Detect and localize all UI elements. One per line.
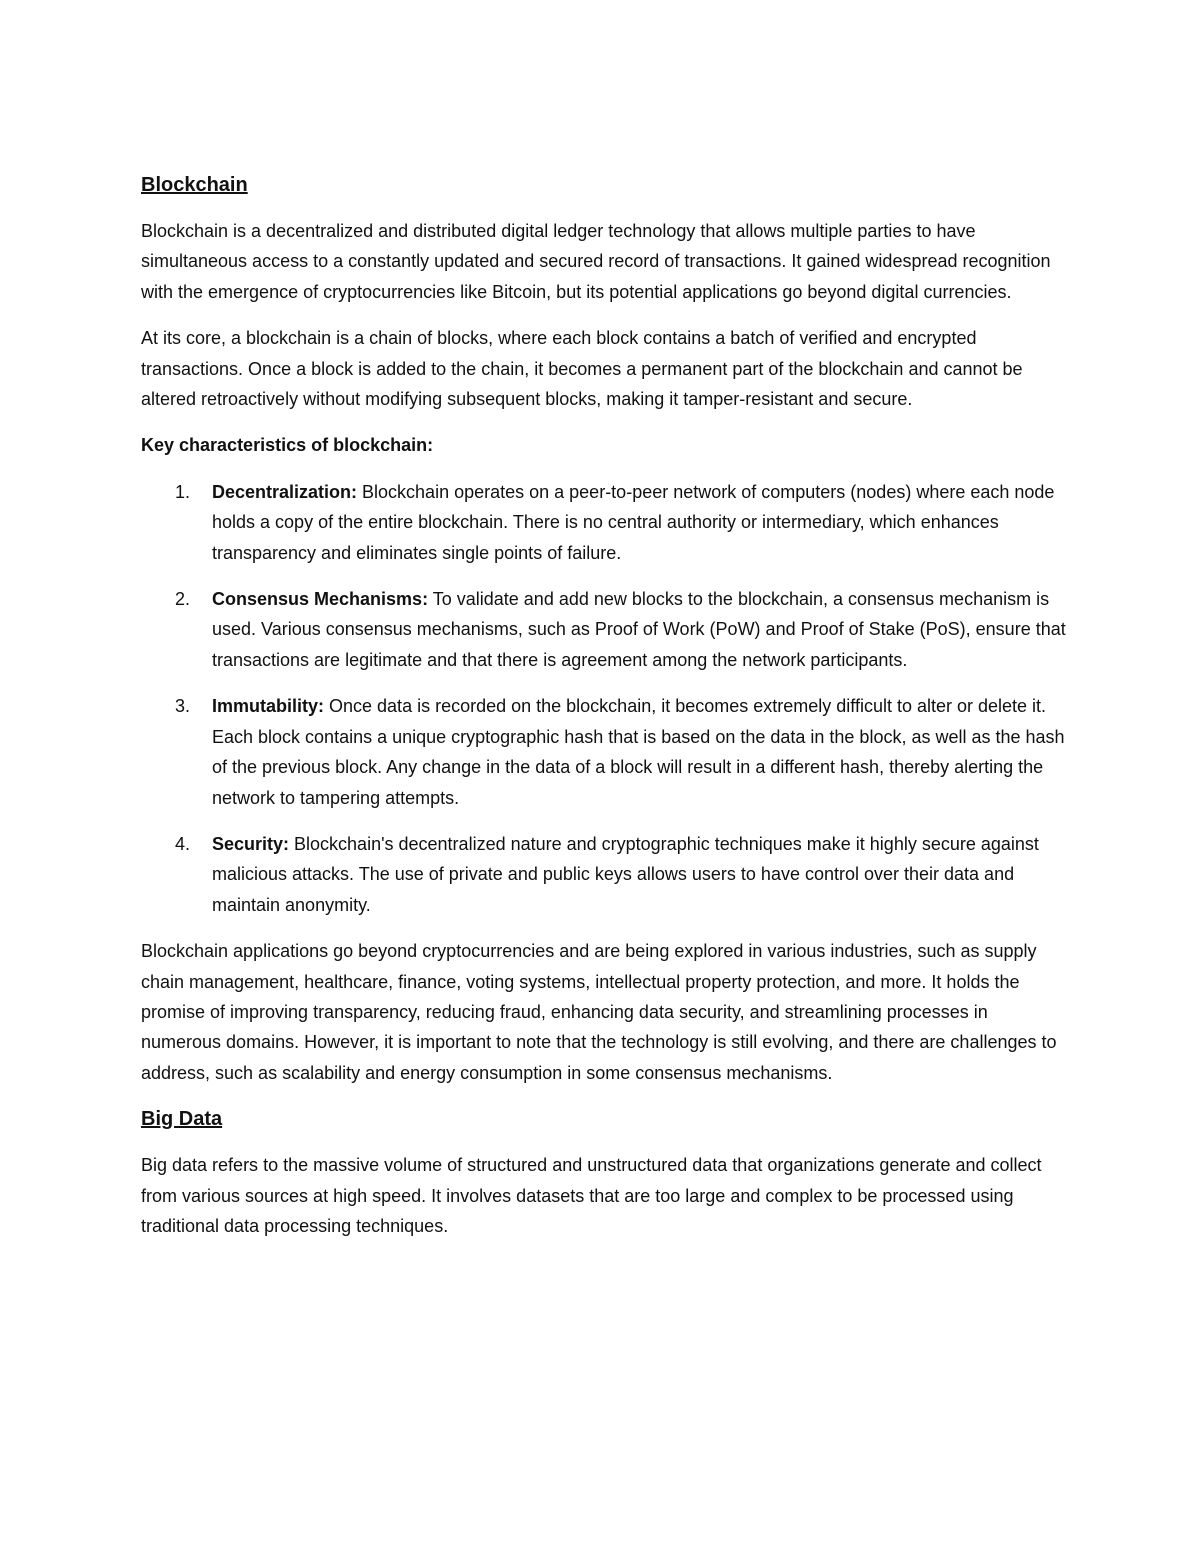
paragraph-blockchain-core: At its core, a blockchain is a chain of blocks, where each block contains a batch of verified and encrypted transactions. Once a block is added to the chain, it becomes a permanent part of the blockchain and cannot be altered retroactively without modifying subsequent blocks, making it tamper-resistant and secure. [141,328,1023,410]
paragraph-blockchain-intro: Blockchain is a decentralized and distributed digital ledger technology that allows multiple parties to have simultaneous access to a constantly updated and secured record of transactions. It gained widespread recognition with the emergence of cryptocurrencies like Bitcoin, but its potential applications go beyond digital currencies. [141,221,1051,302]
list-item-number: 4. [175,833,191,854]
paragraph-blockchain-applications: Blockchain applications go beyond cryptocurrencies and are being explored in various industries, such as supply chain management, healthcare, finance, voting systems, intellectual property protection, and more. It holds the promise of improving transparency, reducing fraud, enhancing data security, and streamlining processes in numerous domains. However, it is important to note that the technology is still evolving, and there are challenges to address, such as scalability and energy consumption in some consensus mechanisms. [141,941,1057,1083]
list-item-number: 3. [175,696,191,717]
list-item [141,584,1066,675]
list-item-term: Consensus Mechanisms: [212,589,429,610]
list-item-term: Immutability: [212,696,325,717]
list-item [141,691,1066,813]
paragraph-big-data-intro: Big data refers to the massive volume of structured and unstructured data that organizations generate and collect from various sources at high speed. It involves datasets that are too large and complex to be processed using traditional data processing techniques. [141,1155,1042,1236]
list-item-text: Blockchain's decentralized nature and cryptographic techniques make it highly secure against malicious attacks. The use of private and public keys allows users to have control over their data and maintain anonymity. [212,833,1039,915]
document-page [141,170,1066,1257]
list-item-number: 2. [175,589,191,610]
list-item-term: Security: [212,833,290,854]
list-item [141,477,1066,568]
list-item-text: Blockchain operates on a peer-to-peer network of computers (nodes) where each node holds a copy of the entire blockchain. There is no central authority or intermediary, which enhances transparency and eliminates single points of failure. [212,481,1055,563]
characteristics-list [141,477,1066,920]
section-heading-big-data: Big Data [141,1108,223,1131]
list-item-term: Decentralization: [212,481,358,502]
list-title: Key characteristics of blockchain: [141,435,434,456]
list-item [141,829,1066,920]
list-item-text: To validate and add new blocks to the blockchain, a consensus mechanism is used. Various consensus mechanisms, such as Proof of Work (PoW) and Proof of Stake (PoS), ensure that transactions are legitimate and that there is agreement among the network participants. [212,589,1066,670]
list-item-number: 1. [175,481,191,502]
list-item-text: Once data is recorded on the blockchain, it becomes extremely difficult to alter or delete it. Each block contains a unique cryptographic hash that is based on the data in the block, as well as the hash of the previous block. Any change in the data of a block will result in a different hash, thereby alerting the network to tampering attempts. [212,696,1065,808]
section-heading-blockchain: Blockchain [141,174,248,196]
